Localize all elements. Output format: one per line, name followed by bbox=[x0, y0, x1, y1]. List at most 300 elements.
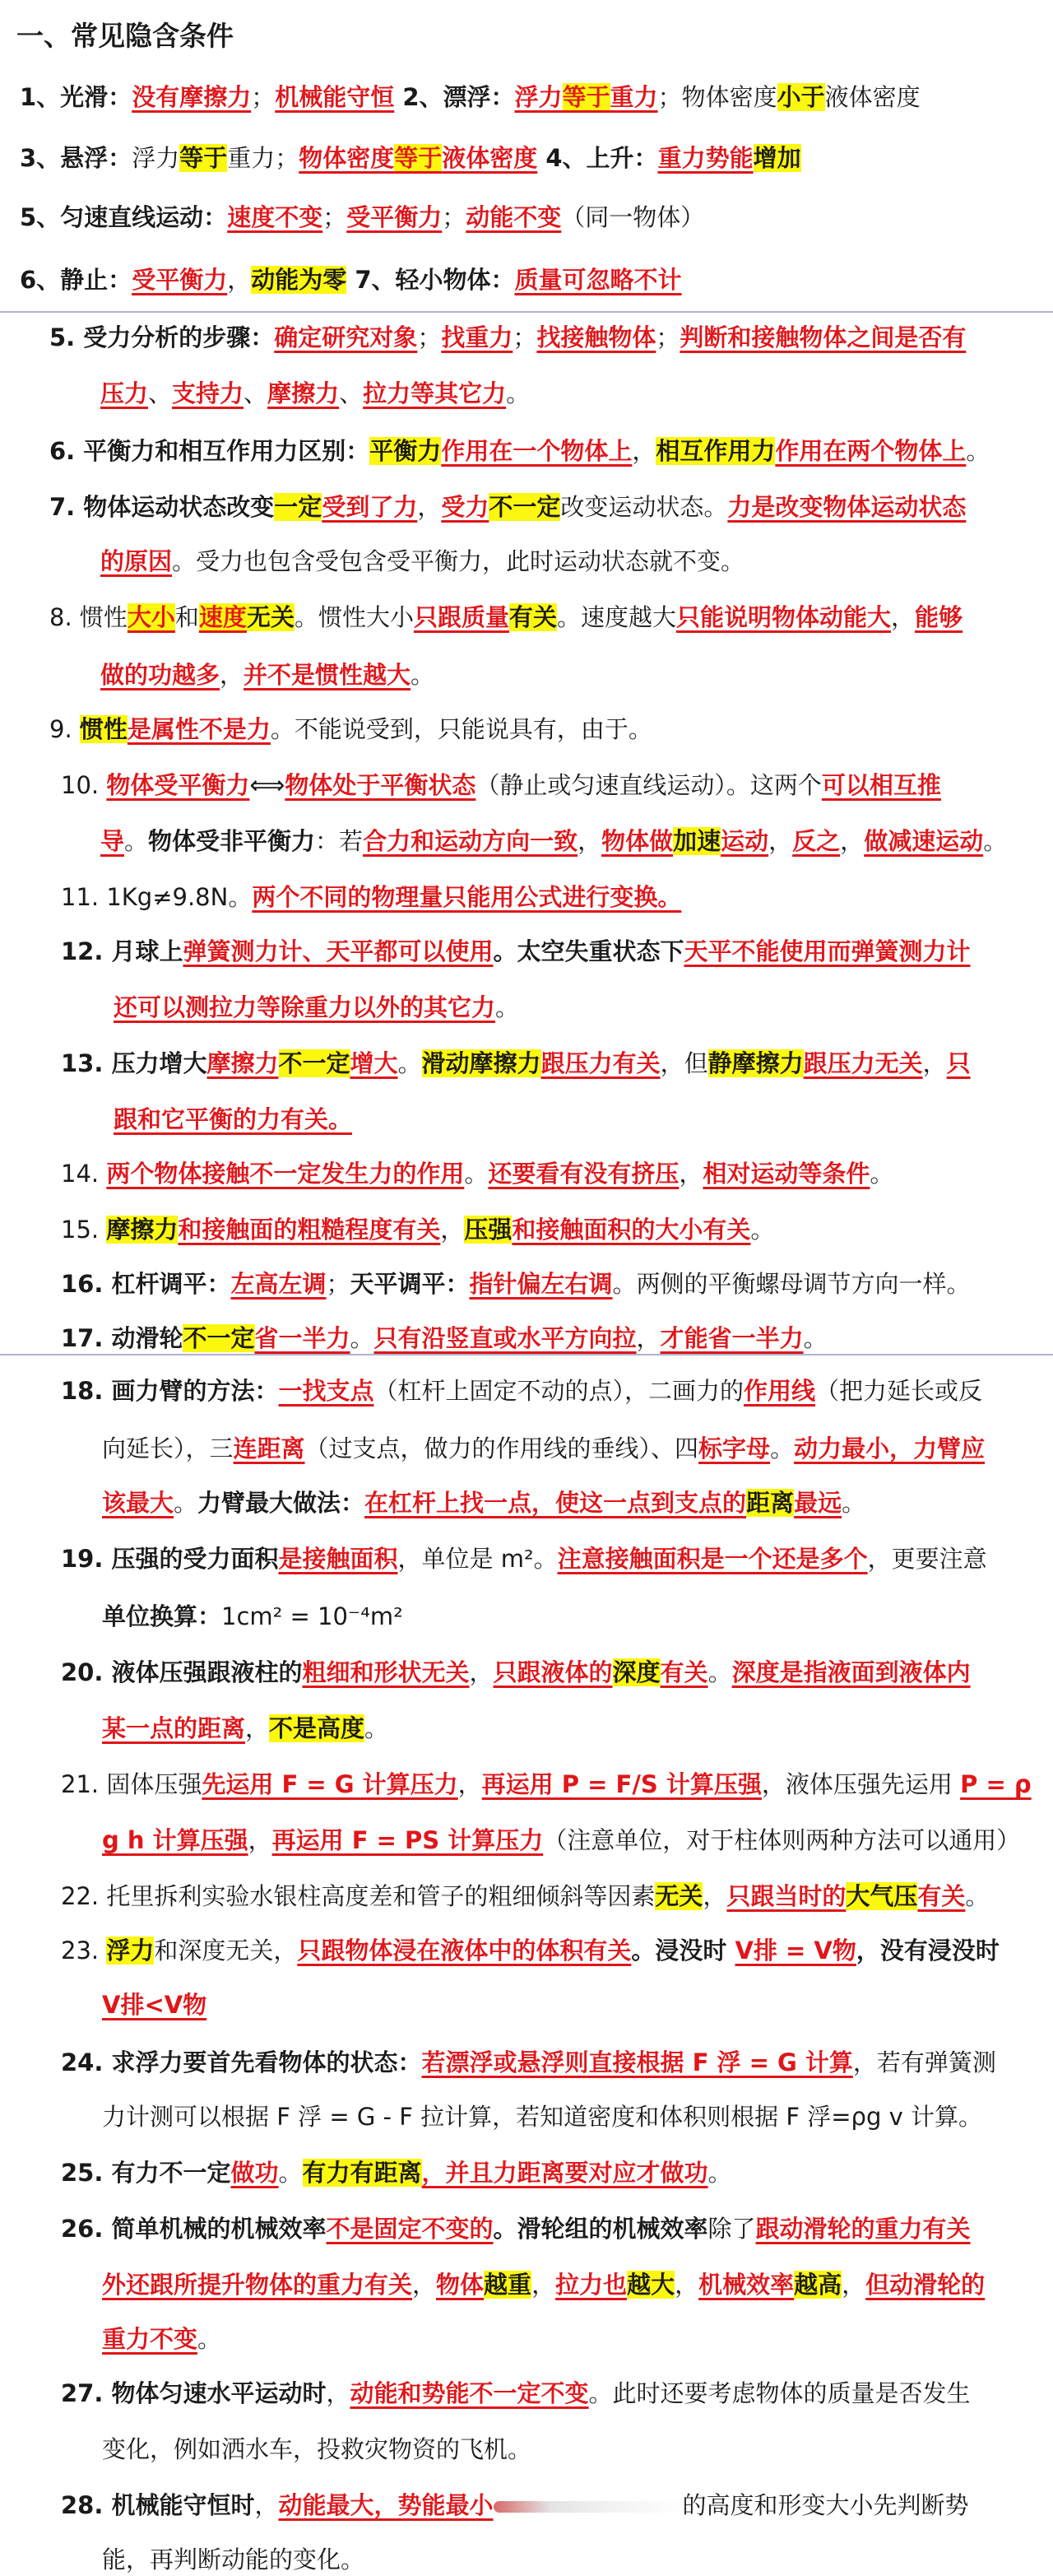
text-segment: ； bbox=[442, 203, 466, 231]
text-segment: ，没有浸没时 bbox=[856, 1937, 1000, 1965]
text-segment: 。 bbox=[464, 1160, 489, 1188]
text-segment: 可以相互推 bbox=[821, 771, 941, 799]
text-segment: 不是高度 bbox=[269, 1714, 365, 1742]
text-segment: 该最大 bbox=[102, 1489, 174, 1517]
text-segment: 找重力 bbox=[441, 323, 513, 351]
text-segment: 21. 固体压强 bbox=[61, 1770, 202, 1798]
text-segment: 6、静止： bbox=[20, 266, 132, 294]
text-segment: 小于 bbox=[777, 83, 825, 111]
text-segment: 等于 bbox=[179, 144, 228, 172]
text-segment: 连距离 bbox=[233, 1434, 305, 1462]
text-segment: 但动滑轮的 bbox=[865, 2271, 986, 2299]
blurred-text bbox=[494, 2501, 683, 2513]
text-segment: 。 bbox=[770, 1434, 795, 1462]
condition-row bbox=[20, 201, 704, 234]
note-line bbox=[49, 713, 652, 746]
note-line bbox=[114, 1103, 352, 1136]
text-segment: 一定 bbox=[274, 493, 322, 521]
text-segment: 6. 平衡力和相互作用力区别： bbox=[49, 437, 370, 465]
text-segment: 相对运动等条件 bbox=[703, 1160, 870, 1188]
text-segment: 深度是指液面到液体内 bbox=[731, 1658, 971, 1686]
text-segment: 作用线 bbox=[744, 1377, 816, 1405]
text-segment: 标字母 bbox=[698, 1434, 771, 1462]
text-segment: 在杠杆上找一点，使这一点到支点的 bbox=[364, 1489, 747, 1517]
text-segment: 静摩擦力 bbox=[707, 1049, 804, 1077]
text-segment: 。两侧的平衡螺母调节方向一样。 bbox=[612, 1270, 971, 1298]
text-segment: ，液体压强先运用 bbox=[761, 1770, 961, 1798]
text-segment: 做减速运动 bbox=[864, 827, 984, 855]
text-segment: 左高左调 bbox=[230, 1270, 327, 1298]
text-segment: 做的功越多 bbox=[100, 661, 220, 689]
text-segment: 平衡力 bbox=[369, 437, 442, 465]
text-segment: 注意接触面积是一个还是多个 bbox=[557, 1545, 868, 1573]
text-segment: 机械能守恒 bbox=[275, 83, 395, 111]
text-segment: 两个不同的物理量只能用公式进行变换。 bbox=[252, 883, 682, 911]
text-segment: 9. bbox=[49, 715, 80, 743]
text-segment: 18. 画力臂的方法： bbox=[61, 1377, 279, 1405]
text-segment: 和 bbox=[174, 603, 199, 631]
text-segment: 压力 bbox=[100, 379, 149, 407]
text-segment: 机械效率 bbox=[698, 2271, 795, 2299]
text-segment: 找接触物体 bbox=[536, 323, 656, 351]
text-segment: （杠杆上固定不动的点），二画力的 bbox=[373, 1377, 745, 1405]
text-segment: ； bbox=[251, 83, 276, 111]
note-line bbox=[61, 1213, 774, 1246]
text-segment: 有关 bbox=[917, 1882, 966, 1910]
text-segment: 和接触面积的大小有关 bbox=[512, 1216, 751, 1244]
text-segment: 。 bbox=[983, 827, 1008, 855]
text-segment: （注意单位，对于柱体则两种方法可以通用） bbox=[543, 1826, 1021, 1854]
note-line bbox=[61, 2046, 996, 2079]
text-segment: 力计测可以根据 F 浮 = G - F 拉计算，若知道密度和体积则根据 F 浮=ρg v 计算。 bbox=[102, 2103, 982, 2131]
text-segment: 不一定 bbox=[489, 493, 561, 521]
text-segment: 某一点的距离 bbox=[102, 1714, 246, 1742]
text-segment: ， bbox=[632, 437, 656, 465]
text-segment: 、 bbox=[148, 379, 173, 407]
text-segment: 两个物体接触不一定发生力的作用 bbox=[106, 1160, 465, 1188]
text-segment: 和深度无关， bbox=[154, 1937, 298, 1965]
note-line bbox=[102, 1432, 985, 1465]
text-segment: 天平不能使用而弹簧测力计 bbox=[684, 937, 971, 965]
text-segment: 质量可忽略不计 bbox=[514, 266, 682, 294]
text-segment: 越高 bbox=[794, 2271, 842, 2299]
text-segment: 。不能说受到，只能说具有，由于。 bbox=[270, 715, 652, 743]
note-line bbox=[100, 825, 1007, 858]
note-line bbox=[61, 1374, 982, 1407]
text-segment: 只能说明物体动能大 bbox=[676, 603, 892, 631]
note-line bbox=[61, 1047, 971, 1080]
note-line bbox=[49, 321, 966, 354]
text-segment: 。 bbox=[495, 993, 520, 1021]
text-segment: 不一定 bbox=[278, 1049, 350, 1077]
text-segment: 2、漂浮： bbox=[394, 83, 515, 111]
text-segment: 最远 bbox=[794, 1489, 842, 1517]
note-line bbox=[102, 1824, 1020, 1857]
text-segment: ， bbox=[891, 603, 916, 631]
text-segment: 跟和它平衡的力有关。 bbox=[114, 1105, 353, 1133]
note-line bbox=[61, 2156, 732, 2189]
text-segment: P = ρ bbox=[960, 1770, 1032, 1798]
text-segment: 不是固定不变的 bbox=[326, 2215, 494, 2243]
text-segment: 拉力等其它力 bbox=[363, 379, 507, 407]
text-segment: ， bbox=[248, 1826, 272, 1854]
text-segment: 越重 bbox=[484, 2271, 532, 2299]
text-segment: 。 bbox=[707, 1658, 732, 1686]
text-segment: 速度 bbox=[198, 603, 247, 631]
note-line bbox=[61, 1322, 828, 1355]
text-segment: 。 bbox=[842, 1489, 866, 1517]
text-segment: 20. 液体压强跟液柱的 bbox=[61, 1658, 303, 1686]
text-segment: 先运用 F = G 计算压力 bbox=[202, 1770, 458, 1798]
text-segment: 物体受非平衡力 bbox=[148, 827, 316, 855]
text-segment: 拉力也 bbox=[555, 2271, 628, 2299]
note-line bbox=[61, 1768, 1032, 1801]
text-segment: 并不是惯性越大 bbox=[244, 661, 411, 689]
text-segment: 16. 杠杆调平： bbox=[61, 1270, 231, 1298]
text-segment: ， bbox=[840, 827, 865, 855]
text-segment: 15. bbox=[61, 1216, 107, 1244]
text-segment: 7、轻小物体： bbox=[346, 266, 515, 294]
note-line bbox=[114, 991, 519, 1024]
text-segment: 只跟物体浸在液体中的体积有关 bbox=[297, 1937, 632, 1965]
note-line bbox=[100, 545, 745, 578]
text-segment: ，并且力距离要对应才做功 bbox=[421, 2159, 708, 2187]
text-segment: 4、上升： bbox=[537, 144, 658, 172]
text-segment: 指针偏左右调 bbox=[469, 1270, 613, 1298]
text-segment: 物体做 bbox=[601, 827, 674, 855]
text-segment: 动力最小，力臂应 bbox=[794, 1434, 986, 1462]
note-line bbox=[102, 1600, 403, 1633]
text-segment: 压强 bbox=[464, 1216, 513, 1244]
text-segment: 再运用 F = PS 计算压力 bbox=[271, 1826, 544, 1854]
text-segment: 距离 bbox=[746, 1489, 795, 1517]
note-line bbox=[61, 1542, 987, 1575]
note-line bbox=[100, 658, 434, 691]
text-segment: 变化，例如洒水车，投救灾物资的飞机。 bbox=[102, 2435, 532, 2463]
text-segment: 5. 受力分析的步骤： bbox=[49, 323, 275, 351]
text-segment: ， bbox=[675, 2271, 699, 2299]
text-segment: 。浸没时 bbox=[631, 1937, 735, 1965]
text-segment: ， bbox=[412, 2271, 437, 2299]
text-segment: 粗细和形状无关 bbox=[302, 1658, 470, 1686]
note-line bbox=[61, 1934, 1000, 1967]
text-segment: ，但 bbox=[660, 1049, 708, 1077]
note-line bbox=[61, 935, 971, 968]
text-segment: 24. 求浮力要首先看物体的状态： bbox=[61, 2048, 422, 2076]
text-segment: ， bbox=[227, 266, 252, 294]
text-segment: 液体密度 bbox=[824, 83, 921, 111]
text-segment: 天平调平： bbox=[350, 1270, 470, 1298]
note-line bbox=[61, 2212, 971, 2245]
text-segment: 28. 机械能守恒时 bbox=[61, 2491, 255, 2519]
text-segment: 13. 压力增大 bbox=[61, 1049, 207, 1077]
text-segment: 12. 月球上 bbox=[61, 937, 183, 965]
text-segment: 运动 bbox=[721, 827, 769, 855]
text-segment: ， bbox=[417, 493, 442, 521]
condition-row bbox=[20, 263, 682, 296]
text-segment: （同一物体） bbox=[561, 203, 705, 231]
text-segment: 深度 bbox=[612, 1658, 661, 1686]
text-segment: ， bbox=[220, 661, 244, 689]
text-segment: 滑动摩擦力 bbox=[421, 1049, 541, 1077]
text-segment: 支持力 bbox=[172, 379, 244, 407]
text-segment: 只跟液体的 bbox=[493, 1658, 613, 1686]
text-segment: 还要看有没有挤压 bbox=[488, 1160, 680, 1188]
text-segment: ； bbox=[513, 323, 537, 351]
text-segment: 省一半力 bbox=[254, 1324, 350, 1352]
text-segment: 。滑轮组的机械效率 bbox=[493, 2215, 708, 2243]
text-segment: 。受力也包含受包含受平衡力，此时运动状态就不变。 bbox=[172, 547, 745, 575]
note-line bbox=[61, 1880, 989, 1913]
text-segment: 力臂最大做法： bbox=[197, 1489, 365, 1517]
text-segment: 。 bbox=[870, 1160, 894, 1188]
note-line bbox=[102, 2323, 221, 2355]
text-segment: 无关 bbox=[246, 603, 295, 631]
text-segment: 。 bbox=[966, 437, 990, 465]
text-segment: 。惯性大小 bbox=[294, 603, 414, 631]
text-segment: 26. 简单机械的机械效率 bbox=[61, 2215, 327, 2243]
text-segment: 。 bbox=[707, 2159, 732, 2187]
text-segment: 没有摩擦力 bbox=[132, 83, 252, 111]
note-line bbox=[102, 2543, 364, 2576]
text-segment: （过支点，做力的作用线的垂线）、四 bbox=[304, 1434, 699, 1462]
text-segment: 等于 bbox=[562, 83, 610, 111]
text-segment: 。 bbox=[350, 1324, 374, 1352]
text-segment: 大气压 bbox=[846, 1882, 918, 1910]
text-segment: 1cm² = 10⁻⁴m² bbox=[221, 1602, 403, 1630]
text-segment: 浮力 bbox=[106, 1937, 155, 1965]
note-line bbox=[100, 377, 530, 410]
text-segment: 改变运动状态。 bbox=[560, 493, 728, 521]
text-segment: 增大 bbox=[350, 1049, 398, 1077]
text-segment: 是接触面积 bbox=[278, 1545, 398, 1573]
text-segment: 受力 bbox=[441, 493, 489, 521]
text-segment: 1、光滑： bbox=[20, 83, 132, 111]
text-segment: 只有沿竖直或水平方向拉 bbox=[373, 1324, 637, 1352]
text-segment: ，单位是 m²。 bbox=[397, 1545, 558, 1573]
note-line bbox=[102, 1486, 865, 1519]
text-segment: ， bbox=[469, 1658, 494, 1686]
note-line bbox=[49, 491, 966, 523]
text-segment: 的高度和形变大小先判断势 bbox=[682, 2491, 969, 2519]
text-segment: 摩擦力 bbox=[106, 1216, 179, 1244]
note-line bbox=[61, 1267, 971, 1300]
text-segment: 浮力 bbox=[514, 83, 563, 111]
text-segment: 判断和接触物体之间是否有 bbox=[680, 323, 967, 351]
text-segment: 除了 bbox=[707, 2215, 756, 2243]
text-segment: ， bbox=[842, 2271, 866, 2299]
text-segment: 做功 bbox=[230, 2159, 279, 2187]
text-segment: 物体受平衡力 bbox=[106, 771, 250, 799]
text-segment: 。 bbox=[411, 661, 435, 689]
text-segment: 跟压力无关 bbox=[803, 1049, 923, 1077]
text-segment: 有关 bbox=[508, 603, 557, 631]
text-segment: 导 bbox=[100, 827, 125, 855]
text-segment: 作用在一个物体上 bbox=[441, 437, 633, 465]
note-line bbox=[102, 1712, 388, 1745]
text-segment: 跟动滑轮的重力有关 bbox=[755, 2215, 971, 2243]
text-segment: 。 bbox=[124, 827, 149, 855]
text-segment: 再运用 P = F/S 计算压强 bbox=[481, 1770, 762, 1798]
text-segment: 若漂浮或悬浮则直接根据 F 浮 = G 计算 bbox=[421, 2048, 853, 2076]
text-segment: 8. 惯性 bbox=[49, 603, 128, 631]
text-segment: 不一定 bbox=[183, 1324, 255, 1352]
text-segment: 。 bbox=[174, 1489, 198, 1517]
text-segment: ； bbox=[322, 203, 347, 231]
text-segment: 作用在两个物体上 bbox=[775, 437, 967, 465]
text-segment: 大小 bbox=[127, 603, 175, 631]
text-segment: ； bbox=[417, 323, 442, 351]
text-segment: 。 bbox=[506, 379, 531, 407]
text-segment: 合力和运动方向一致 bbox=[363, 827, 578, 855]
text-segment: 3、悬浮： bbox=[20, 144, 132, 172]
divider bbox=[0, 1354, 1053, 1355]
section-title: 一、常见隐含条件 bbox=[16, 20, 234, 52]
divider bbox=[0, 311, 1053, 313]
text-segment: 受到了力 bbox=[322, 493, 418, 521]
text-segment: ， bbox=[245, 1714, 270, 1742]
note-line bbox=[102, 2433, 531, 2466]
text-segment: 还可以测拉力等除重力以外的其它力 bbox=[114, 993, 496, 1021]
text-segment: 确定研究对象 bbox=[274, 323, 418, 351]
text-segment: 17. 动滑轮 bbox=[61, 1324, 183, 1352]
text-segment: 重力势能 bbox=[657, 144, 754, 172]
note-line bbox=[61, 1656, 971, 1689]
condition-row bbox=[20, 142, 801, 174]
text-segment: 的原因 bbox=[100, 547, 173, 575]
text-segment: 惯性 bbox=[79, 715, 128, 743]
text-segment: 、 bbox=[244, 379, 268, 407]
text-segment: g h 计算压强 bbox=[102, 1826, 248, 1854]
text-segment: 。速度越大 bbox=[557, 603, 677, 631]
double-arrow-icon: ⟺ bbox=[249, 771, 285, 800]
text-segment: ， bbox=[326, 2379, 350, 2407]
text-segment: 动能为零 bbox=[251, 266, 347, 294]
text-segment: （静止或匀速直线运动）。这两个 bbox=[475, 771, 822, 799]
text-segment: 有关 bbox=[660, 1658, 708, 1686]
text-segment: 加速 bbox=[673, 827, 721, 855]
text-segment: 液体密度 bbox=[442, 144, 538, 172]
text-segment: 反之 bbox=[792, 827, 841, 855]
text-segment: 5、匀速直线运动： bbox=[20, 203, 228, 231]
text-segment: 受平衡力 bbox=[132, 266, 228, 294]
text-segment: 速度不变 bbox=[227, 203, 323, 231]
condition-row bbox=[20, 81, 921, 114]
text-segment: 和接触面的粗糙程度有关 bbox=[178, 1216, 441, 1244]
text-segment: ， bbox=[578, 827, 602, 855]
text-segment: ， bbox=[531, 2271, 556, 2299]
text-segment: 物体密度 bbox=[299, 144, 395, 172]
text-segment: 。 bbox=[750, 1216, 775, 1244]
text-segment: 能，再判断动能的变化。 bbox=[102, 2546, 365, 2574]
text-segment: V排 = V物 bbox=[735, 1937, 856, 1965]
text-segment: 19. 压强的受力面积 bbox=[61, 1545, 279, 1573]
text-segment: 弹簧测力计、天平都可以使用 bbox=[183, 937, 494, 965]
text-segment: 只跟质量 bbox=[413, 603, 509, 631]
text-segment: 只跟当时的 bbox=[726, 1882, 847, 1910]
note-line bbox=[102, 1988, 206, 2021]
text-segment: 相互作用力 bbox=[656, 437, 776, 465]
text-segment: 。 bbox=[364, 1714, 389, 1742]
text-segment: 重力； bbox=[227, 144, 299, 172]
note-line bbox=[61, 881, 681, 914]
text-segment: ：若 bbox=[315, 827, 364, 855]
note-line bbox=[102, 2268, 985, 2301]
text-segment: ； bbox=[656, 323, 680, 351]
note-line bbox=[61, 1157, 893, 1190]
text-segment: V排<V物 bbox=[102, 1991, 207, 2019]
text-segment: ， bbox=[457, 1770, 482, 1798]
text-segment: 单位换算： bbox=[102, 1602, 222, 1630]
text-segment: 。 bbox=[397, 1049, 422, 1077]
note-line bbox=[61, 2489, 969, 2522]
text-segment: 10. bbox=[61, 771, 107, 799]
text-segment: ； bbox=[326, 1270, 350, 1298]
text-segment: 动能最大，势能最小 bbox=[278, 2491, 494, 2519]
text-segment: 11. 1Kg≠9.8N。 bbox=[61, 883, 253, 911]
text-segment: （把力延长或反 bbox=[815, 1377, 983, 1405]
text-segment: 有力有距离 bbox=[302, 2159, 422, 2187]
text-segment: 才能省一半力 bbox=[660, 1324, 804, 1352]
text-segment: 、 bbox=[339, 379, 364, 407]
text-segment: ， bbox=[768, 827, 793, 855]
text-segment: 动能不变 bbox=[466, 203, 562, 231]
text-segment: 无关 bbox=[655, 1882, 703, 1910]
text-segment: 摩擦力 bbox=[267, 379, 340, 407]
text-segment: 重力不变 bbox=[102, 2325, 198, 2353]
text-segment: 27. 物体匀速水平运动时 bbox=[61, 2379, 327, 2407]
text-segment: 增加 bbox=[753, 144, 801, 172]
text-segment: 。此时还要考虑物体的质量是否发生 bbox=[588, 2379, 971, 2407]
text-segment: 跟压力有关 bbox=[540, 1049, 661, 1077]
text-segment: 。 bbox=[965, 1882, 990, 1910]
text-segment: 。 bbox=[197, 2325, 222, 2353]
text-segment: ，更要注意 bbox=[867, 1545, 987, 1573]
text-segment: ， bbox=[679, 1160, 703, 1188]
text-segment: ，若有弹簧测 bbox=[852, 2048, 996, 2076]
text-segment: 等于 bbox=[394, 144, 443, 172]
text-segment: 浮力 bbox=[132, 144, 180, 172]
text-segment: 23. bbox=[61, 1937, 107, 1965]
text-segment: 重力 bbox=[610, 83, 658, 111]
note-line bbox=[102, 2100, 982, 2133]
note-line bbox=[61, 2377, 971, 2410]
text-segment: 物体 bbox=[436, 2271, 485, 2299]
note-line bbox=[49, 435, 990, 467]
text-segment: ， bbox=[703, 1882, 727, 1910]
text-segment: 是属性不是力 bbox=[127, 715, 271, 743]
text-segment: ， bbox=[922, 1049, 947, 1077]
text-segment: 。太空失重状态下 bbox=[493, 937, 684, 965]
text-segment: 25. 有力不一定 bbox=[61, 2159, 231, 2187]
text-segment: 力是改变物体运动状态 bbox=[727, 493, 967, 521]
text-segment: ， bbox=[636, 1324, 661, 1352]
text-segment: 一找支点 bbox=[278, 1377, 374, 1405]
text-segment: ；物体密度 bbox=[657, 83, 777, 111]
text-segment: 7. 物体运动状态改变 bbox=[49, 493, 275, 521]
text-segment: 只 bbox=[946, 1049, 971, 1077]
text-segment: 受平衡力 bbox=[346, 203, 443, 231]
text-segment: 14. bbox=[61, 1160, 107, 1188]
note-line bbox=[49, 601, 963, 634]
text-segment: 22. 托里拆利实验水银柱高度差和管子的粗细倾斜等因素 bbox=[61, 1882, 656, 1910]
text-segment: 摩擦力 bbox=[206, 1049, 279, 1077]
note-line bbox=[61, 769, 941, 802]
text-segment: 能够 bbox=[915, 603, 963, 631]
text-segment: 外还跟所提升物体的重力有关 bbox=[102, 2271, 413, 2299]
text-segment: ， bbox=[440, 1216, 465, 1244]
text-segment: ， bbox=[254, 2491, 279, 2519]
